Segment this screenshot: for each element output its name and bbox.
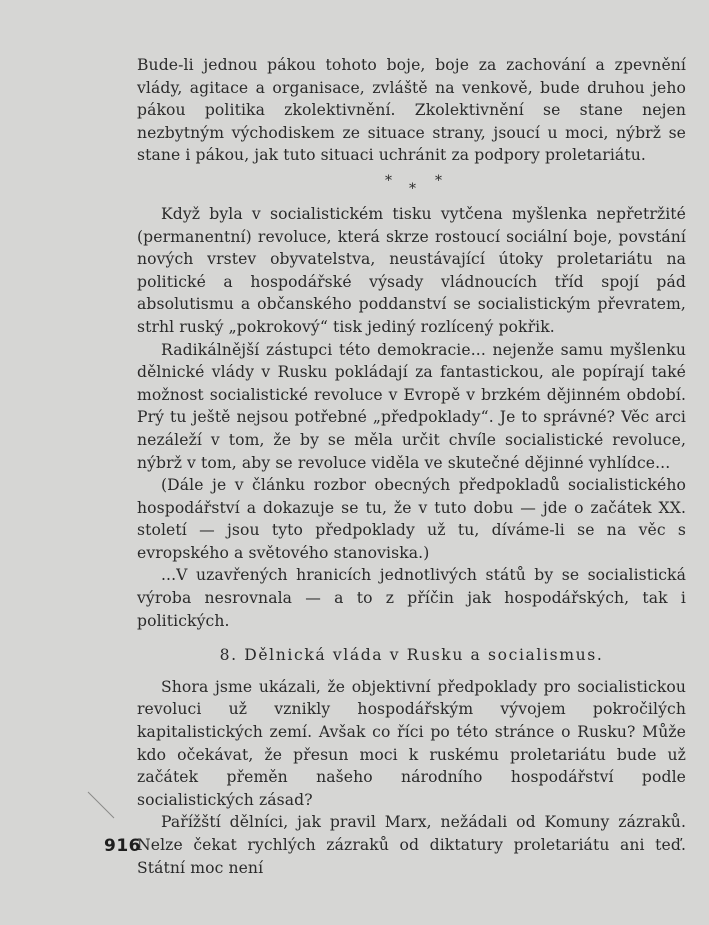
star-mark: * (435, 172, 443, 189)
section-separator (137, 173, 686, 203)
paragraph: Když byla v socialistickém tisku vytčena myšlenka nepřetržité (permanentní) revoluce, která skrze rostoucí sociální boje, povstání nových vrstev obyvatelstva, neustávající útoky proletariátu na politické a hospodářské výsady vládnoucích tříd spojí pád absolutismu a občanského poddanství se socialistickým převratem, strhl ruský „pokrokový“ tisk jediný rozlícený pokřik. (137, 204, 686, 336)
section-heading: 8. Dělnická vláda v Rusku a socialismus. (219, 646, 604, 665)
paragraph: Shora jsme ukázali, že objektivní předpoklady pro socialistickou revoluci už vznikly hospodářským vývojem pokročilých kapitalistických zemí. Avšak co říci po této stránce o Rusku? Může kdo očekávat, že přesun moci k ruskému proletariátu bude už začátek přeměn našeho národního hospodářství podle socialistických zásad? (137, 677, 686, 809)
paragraph: (Dále je v článku rozbor obecných předpokladů socialistického hospodářství a dokazuje se tu, že v tuto dobu — jde o začátek XX. století — jsou tyto předpoklady už tu, díváme-li se na věc s evropského a světového stanoviska.) (137, 476, 686, 562)
paragraph-intro: Bude-li jednou pákou tohoto boje, boje za zachování a zpevnění vlády, agitace a organisace, zvláště na venkově, bude druhou jeho pákou politika zkolektivnění. Zkolektivnění se stane nejen nezbytným východiskem ze situace strany, jsoucí u moci, nýbrž se stane i pákou, jak tuto situaci uchránit za podpory proletariátu. (137, 56, 686, 165)
paragraph: ...V uzavřených hranicích jednotlivých států by se socialistická výroba nesrovnala — a to z příčin jak hospodářských, tak i politických. (137, 566, 686, 630)
paragraph: Radikálnější zástupci této demokracie... nejenže samu myšlenku dělnické vlády v Rusku pokládají za fantastickou, ale popírají také možnost socialistické revoluce v Evropě v brzkém dějinném období. Prý tu ještě nejsou potřebné „předpoklady“. Je to správné? Věc arci nezáleží v tom, že by se měla určit chvíle socialistické revoluce, nýbrž v tom, aby se revoluce viděla ve skutečné dějinné vyhlídce... (137, 340, 686, 472)
star-mark: * (409, 180, 417, 197)
page-number: 916 (104, 836, 141, 856)
pencil-mark-icon (84, 790, 124, 830)
star-mark: * (385, 172, 393, 189)
page-text (137, 54, 686, 879)
paragraph: Pařížští dělníci, jak pravil Marx, nežádali od Komuny zázraků. Nelze čekat rychlých zázraků od diktatury proletariátu ani teď. Státní moc není (137, 813, 686, 877)
